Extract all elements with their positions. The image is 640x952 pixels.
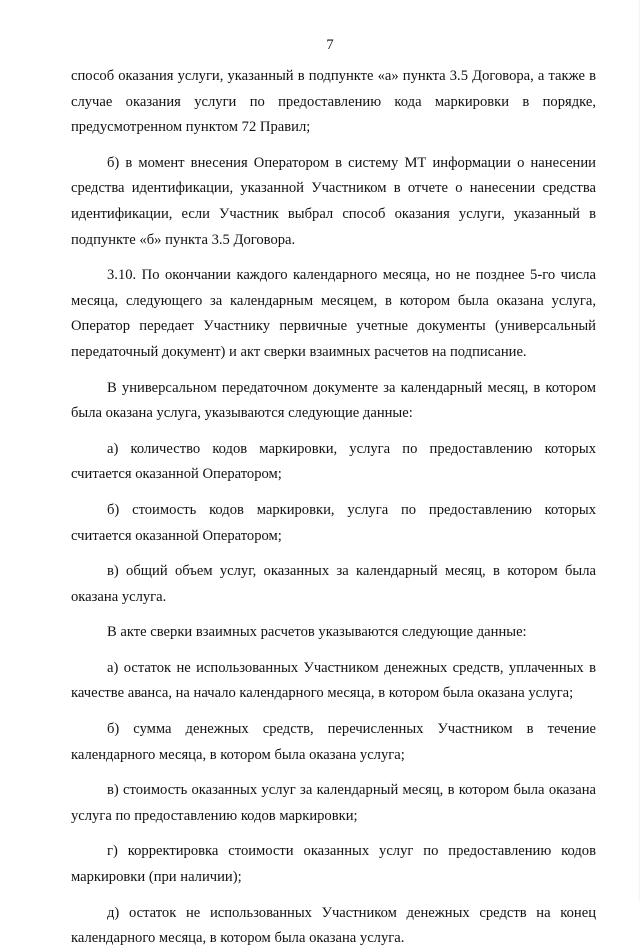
paragraph-subitem-b: б) в момент внесения Оператором в систему МТ информации о нанесении средства идентификации, указанной Участником в отчете о нанесении средства идентификации, если Участник выбрал способ оказания услуги, указанный в подпункте «б» пункта 3.5 Договора. xyxy=(71,154,596,248)
page-number: 7 xyxy=(326,37,334,53)
paragraph-upd-item-b: б) стоимость кодов маркировки, услуга по предоставлению которых считается оказанной Оператором; xyxy=(71,501,596,544)
paragraph-reconciliation-item-v: в) стоимость оказанных услуг за календарный месяц, в котором была оказана услуга по предоставлению кодов маркировки; xyxy=(71,782,596,824)
paragraph-upd-item-v: в) общий объем услуг, оказанных за календарный месяц, в котором была оказана услуга. xyxy=(71,563,596,605)
paragraph-reconciliation-item-g: г) корректировка стоимости оказанных услуг по предоставлению кодов маркировки (при наличии); xyxy=(71,843,596,886)
paragraph-upd-item-a: а) количество кодов маркировки, услуга по предоставлению которых считается оказанной Оператором; xyxy=(71,440,596,483)
document-body xyxy=(71,64,596,952)
paragraph-reconciliation-item-d: д) остаток не использованных Участником денежных средств на конец календарного месяца, в котором была оказана услуга. xyxy=(71,904,596,947)
paragraph-clause-3-10: 3.10. По окончании каждого календарного месяца, но не позднее 5-го числа месяца, следующего за календарным месяцем, в котором была оказана услуга, Оператор передает Участнику первичные учетные документы (универсальный передаточный документ) и акт сверки взаимных расчетов на подписание. xyxy=(71,267,596,360)
paragraph-upd-intro: В универсальном передаточном документе за календарный месяц, в котором была оказана услуга, указываются следующие данные: xyxy=(71,379,596,422)
paragraph-reconciliation-item-b: б) сумма денежных средств, перечисленных Участником в течение календарного месяца, в котором была оказана услуга; xyxy=(71,721,596,763)
paragraph-reconciliation-intro: В акте сверки взаимных расчетов указываются следующие данные: xyxy=(107,624,527,641)
paragraph-reconciliation-item-a: а) остаток не использованных Участником денежных средств, уплаченных в качестве аванса, на начало календарного месяца, в котором была оказана услуга; xyxy=(71,659,596,702)
paragraph-continuation: способ оказания услуги, указанный в подпункте «а» пункта 3.5 Договора, а также в случае оказания услуги по предоставлению кода маркировки в порядке, предусмотренном пунктом 72 Правил; xyxy=(71,68,596,136)
